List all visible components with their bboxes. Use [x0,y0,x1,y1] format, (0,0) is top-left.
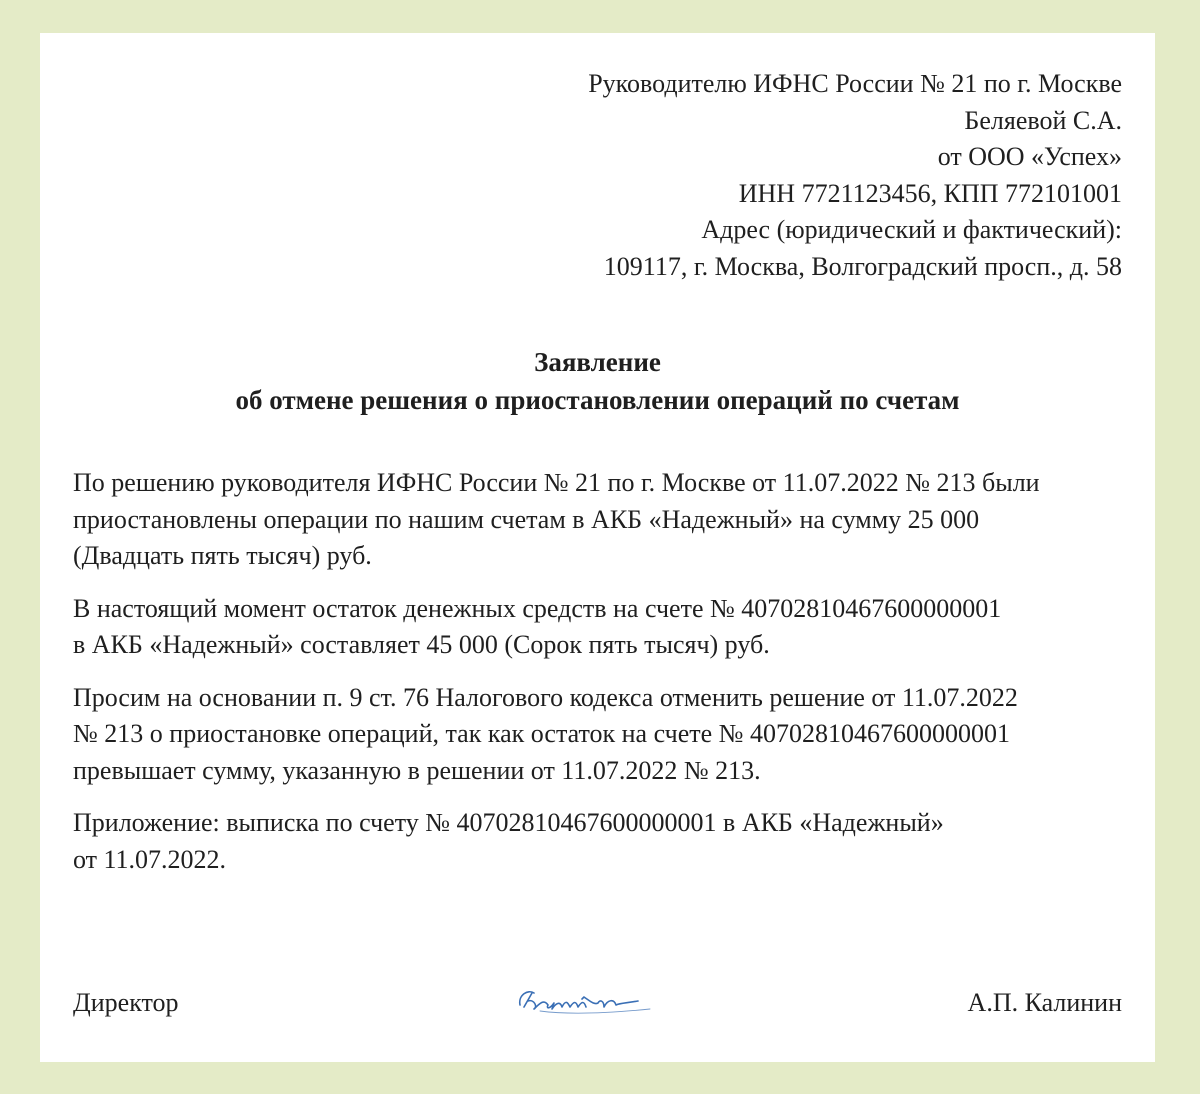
paragraph-line: превышает сумму, указанную в решении от 11.07.2022 № 213. [73,755,761,785]
handwritten-signature [510,981,660,1021]
document-page [40,33,1155,1062]
sender-inn-kpp: ИНН 7721123456, КПП 772101001 [738,178,1122,208]
paragraph-line: от 11.07.2022. [73,844,227,874]
paragraph-line: Приложение: выписка по счету № 40702810467600000001 в АКБ «Надежный» [73,808,944,837]
sender-address-label: Адрес (юридический и фактический): [701,215,1122,244]
addressee-block [588,66,1122,285]
title-line-1: Заявление [534,347,661,377]
paragraph-balance [73,591,1040,664]
signer-position: Директор [73,988,179,1017]
addressee-name: Беляевой С.А. [964,105,1122,135]
document-title [40,343,1155,419]
sender-address: 109117, г. Москва, Волгоградский просп., д. 58 [603,251,1122,281]
paragraph-suspension [73,465,1040,575]
sender-company: от ООО «Успех» [937,142,1122,171]
document-body [73,465,1040,894]
paragraph-attachment [73,805,1040,878]
paragraph-line: приостановлены операции по нашим счетам в АКБ «Надежный» на сумму 25 000 [73,504,980,534]
paragraph-line: Просим на основании п. 9 ст. 76 Налогового кодекса отменить решение от 11.07.2022 [73,682,1018,712]
paragraph-line: По решению руководителя ИФНС России № 21 по г. Москве от 11.07.2022 № 213 были [73,468,1040,497]
paragraph-request [73,680,1040,790]
paragraph-line: В настоящий момент остаток денежных средств на счете № 40702810467600000001 [73,593,1002,623]
addressee-line: Руководителю ИФНС России № 21 по г. Москве [588,69,1122,98]
signer-name: А.П. Калинин [967,988,1122,1017]
paragraph-line: в АКБ «Надежный» составляет 45 000 (Сорок пять тысяч) руб. [73,630,770,659]
paragraph-line: (Двадцать пять тысяч) руб. [73,541,372,570]
title-line-2: об отмене решения о приостановлении операций по счетам [235,385,960,415]
paragraph-line: № 213 о приостановке операций, так как остаток на счете № 40702810467600000001 [73,719,1010,748]
